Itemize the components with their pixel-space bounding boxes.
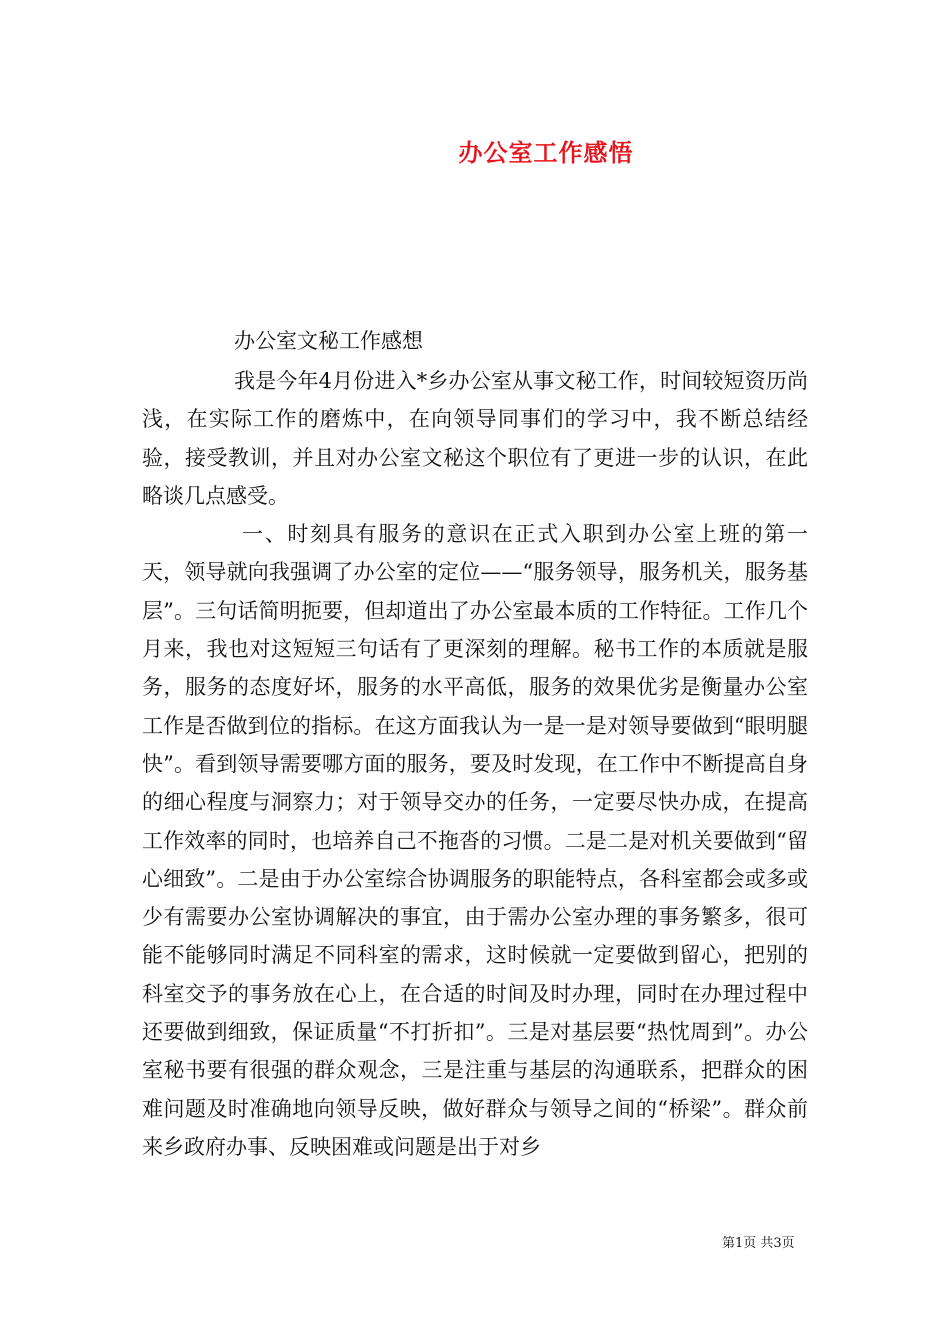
- document-body: [142, 362, 808, 1166]
- page-number-footer: 第1页 共3页: [722, 1236, 795, 1251]
- document-subtitle: 办公室文秘工作感想: [234, 329, 423, 353]
- document-title: 办公室工作感悟: [458, 138, 634, 167]
- paragraph-intro: 我是今年4月份进入*乡办公室从事文秘工作，时间较短资历尚浅，在实际工作的磨炼中，在向领导同事们的学习中，我不断总结经验，接受教训，并且对办公室文秘这个职位有了更进一步的认识，在此略谈几点感受。: [142, 369, 808, 508]
- paragraph-service-awareness: 一、时刻具有服务的意识在正式入职到办公室上班的第一天，领导就向我强调了办公室的定位——“服务领导，服务机关，服务基层”。三句话简明扼要，但却道出了办公室最本质的工作特征。工作几个月来，我也对这短短三句话有了更深刻的理解。秘书工作的本质就是服务，服务的态度好坏，服务的水平高低，服务的效果优劣是衡量办公室工作是否做到位的指标。在这方面我认为一是一是对领导要做到“眼明腿快”。看到领导需要哪方面的服务，要及时发现，在工作中不断提高自身的细心程度与洞察力；对于领导交办的任务，一定要尽快办成，在提高工作效率的同时，也培养自己不拖沓的习惯。二是二是对机关要做到“留心细致”。二是由于办公室综合协调服务的职能特点，各科室都会或多或少有需要办公室协调解决的事宜，由于需办公室办理的事务繁多，很可能不能够同时满足不同科室的需求，这时候就一定要做到留心，把别的科室交予的事务放在心上，在合适的时间及时办理，同时在办理过程中还要做到细致，保证质量“不打折扣”。三是对基层要“热忱周到”。办公室秘书要有很强的群众观念，三是注重与基层的沟通联系，把群众的困难问题及时准确地向领导反映，做好群众与领导之间的“桥梁”。群众前来乡政府办事、反映困难或问题是出于对乡: [142, 522, 808, 1159]
